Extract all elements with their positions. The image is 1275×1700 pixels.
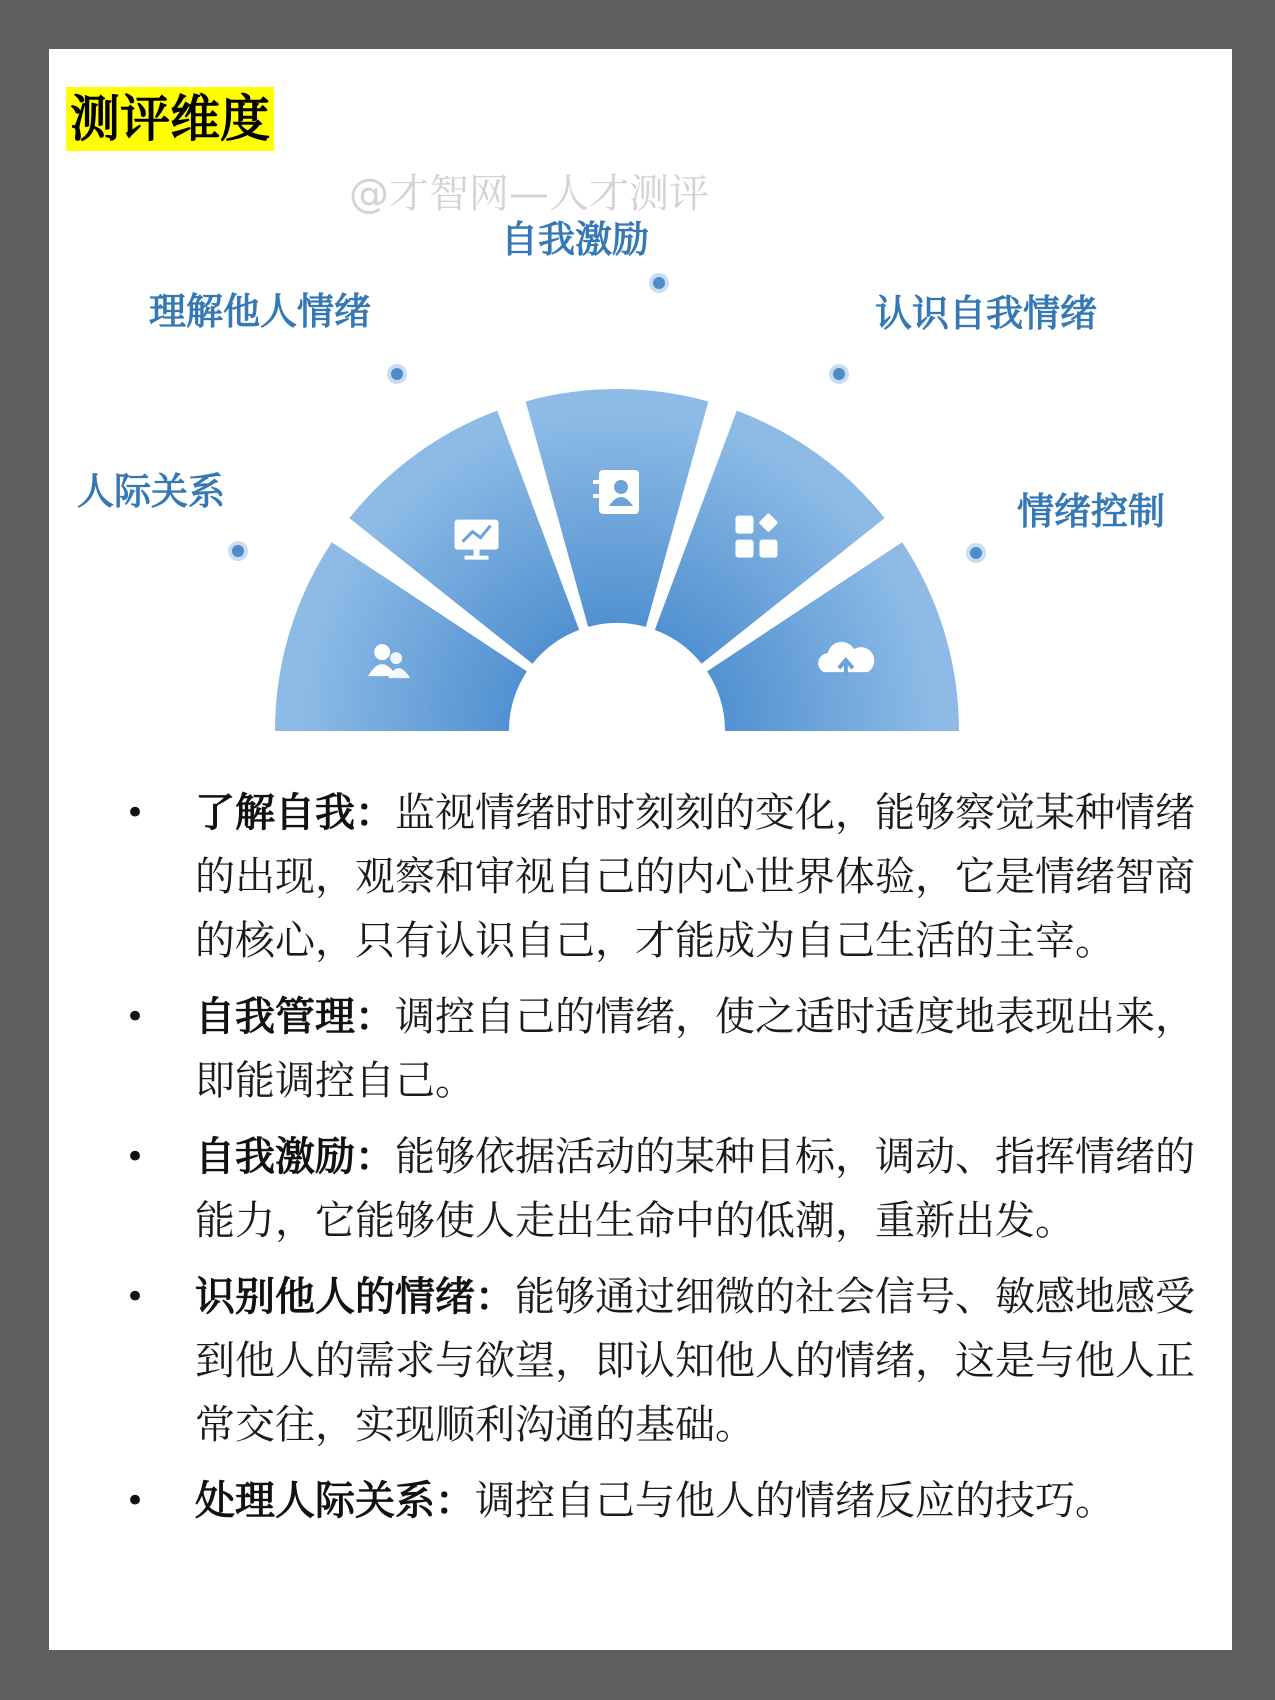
label-understand-others: 理解他人情绪	[149, 290, 371, 333]
list-item	[79, 1265, 1219, 1457]
dimension-description-list	[79, 781, 1219, 1545]
page-title: 测评维度	[66, 87, 274, 151]
item-term: 了解自我：	[195, 790, 395, 836]
dot-self-awareness	[833, 368, 845, 380]
label-interpersonal: 人际关系	[77, 470, 225, 513]
dot-interpersonal	[232, 545, 244, 557]
contact-card-icon	[593, 470, 639, 514]
item-term: 识别他人的情绪：	[195, 1274, 515, 1320]
item-description: 调控自己与他人的情绪反应的技巧。	[475, 1478, 1115, 1524]
item-description: 能够通过细微的社会信号、敏感地感受到他人的需求与欲望，即认知他人的情绪，这是与他人正常交往，实现顺利沟通的基础。	[195, 1274, 1195, 1448]
item-description: 调控自己的情绪，使之适时适度地表现出来，即能调控自己。	[195, 994, 1195, 1104]
label-self-motivation: 自我激励	[501, 218, 649, 261]
list-item	[79, 985, 1219, 1113]
dot-self-motivation	[653, 277, 665, 289]
content-card	[49, 49, 1232, 1650]
label-emotion-control: 情绪控制	[1017, 490, 1165, 533]
dimension-semicircle-chart	[49, 49, 1232, 739]
bullet-icon: •	[125, 997, 146, 1037]
label-self-awareness: 认识自我情绪	[875, 292, 1097, 335]
dot-understand-others	[391, 368, 403, 380]
bullet-icon: •	[125, 1481, 146, 1521]
list-item	[79, 781, 1219, 973]
item-term: 自我管理：	[195, 994, 395, 1040]
bullet-icon: •	[125, 1137, 146, 1177]
list-item	[79, 1125, 1219, 1253]
watermark-text: @才智网—人才测评	[349, 171, 709, 217]
bullet-icon: •	[125, 793, 146, 833]
item-term: 处理人际关系：	[195, 1478, 475, 1524]
list-item	[79, 1469, 1219, 1533]
dot-emotion-control	[970, 547, 982, 559]
item-description: 监视情绪时时刻刻的变化，能够察觉某种情绪的出现，观察和审视自己的内心世界体验，它是情绪智商的核心，只有认识自己，才能成为自己生活的主宰。	[195, 790, 1195, 964]
item-term: 自我激励：	[195, 1134, 395, 1180]
bullet-icon: •	[125, 1277, 146, 1317]
item-description: 能够依据活动的某种目标，调动、指挥情绪的能力，它能够使人走出生命中的低潮，重新出发。	[195, 1134, 1195, 1244]
